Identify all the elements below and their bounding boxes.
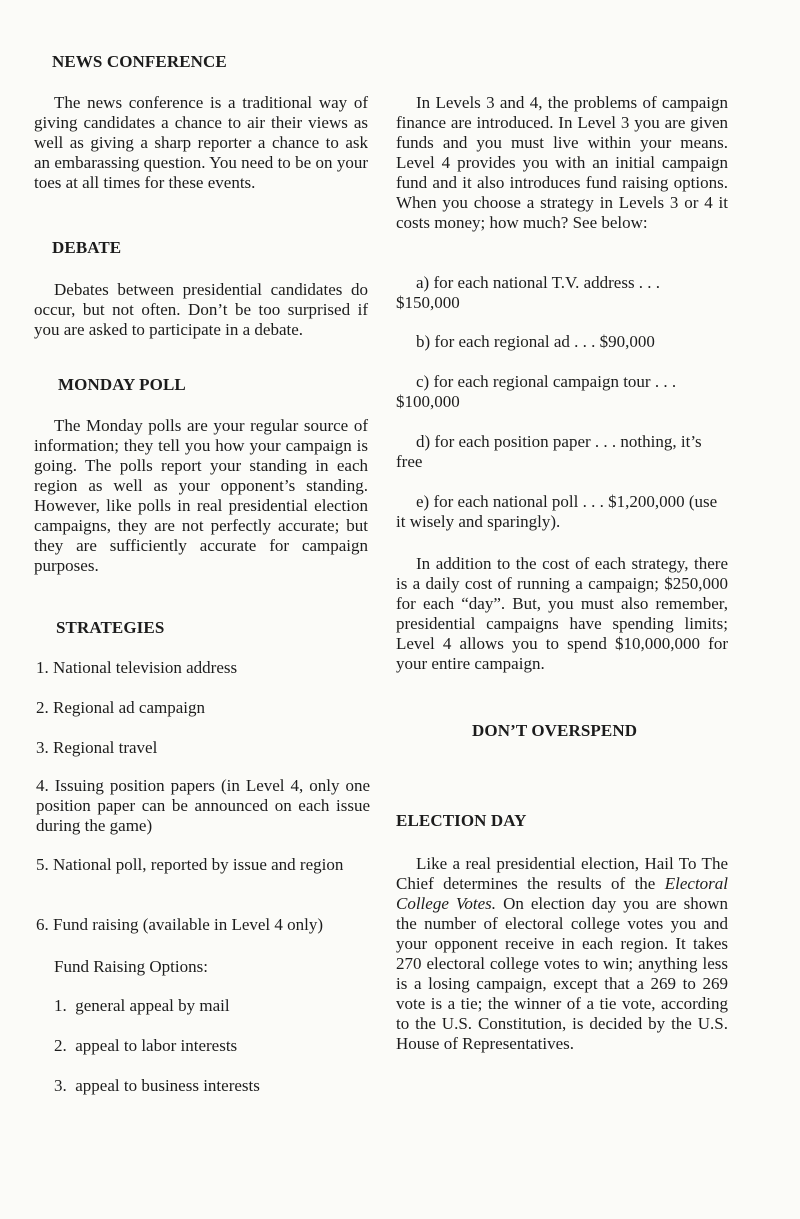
cost-item-c (396, 372, 728, 412)
cost-item-e (396, 492, 728, 532)
cost-item-d (396, 432, 728, 472)
daily-cost-paragraph: In addition to the cost of each strategy, there is a daily cost of running a campaign; $250,000 for each “day”. But, you must also remember, presidential campaigns have spending limits; Level 4 allows you to spend $10,000,000 for your entire campaign. (396, 554, 728, 673)
fund-raising-option-3: 3. appeal to business interests (54, 1076, 260, 1095)
strategy-item-1: 1. National television address (36, 658, 238, 677)
cost-item-c-amount: $100,000 (396, 392, 460, 411)
strategies-heading: STRATEGIES (56, 618, 165, 637)
strategy-item-5: 5. National poll, reported by issue and region (36, 855, 344, 874)
news-conference-body: The news conference is a traditional way of giving candidates a chance to air their views as well as giving a sharp reporter a chance to ask an embarassing question. You need to be on your toes at all times for these events. (34, 93, 368, 192)
monday-poll-body: The Monday polls are your regular source of information; they tell you how your campaign is going. The polls report your standing in each region as well as your opponent’s standing. However, like polls in real presidential election campaigns, they are not perfectly accurate; but they are sufficiently accurate for campaign purposes. (34, 416, 368, 575)
cost-item-e-amount: $1,200,000 (use it wisely and sparingly). (396, 492, 718, 531)
fund-raising-option-1: 1. general appeal by mail (54, 996, 230, 1015)
campaign-finance-intro: In Levels 3 and 4, the problems of campaign finance are introduced. In Level 3 you are given funds and you must live within your means. Level 4 provides you with an initial campaign fund and it also introduces fund raising options. When you choose a strategy in Levels 3 or 4 it costs money; how much? See below: (396, 93, 728, 232)
debate-heading: DEBATE (52, 238, 122, 257)
strategy-item-2: 2. Regional ad campaign (36, 698, 206, 717)
election-day-heading: ELECTION DAY (396, 811, 527, 830)
cost-item-d-amount: nothing, it’s free (396, 432, 702, 471)
cost-item-b-amount: $90,000 (599, 332, 655, 351)
strategy-item-6: 6. Fund raising (available in Level 4 only) (36, 915, 324, 934)
cost-item-a-amount: $150,000 (396, 293, 460, 312)
cost-item-a-label: a) for each national T.V. address . . . (416, 273, 661, 292)
cost-item-e-label: e) for each national poll . . . (416, 492, 604, 511)
election-day-body-start: Like a real presidential election, Hail To The Chief determines the results of the (396, 854, 728, 893)
cost-item-a (396, 273, 728, 313)
dont-overspend-heading: DON’T OVERSPEND (472, 721, 638, 740)
election-day-body (396, 854, 728, 1054)
strategy-item-3: 3. Regional travel (36, 738, 158, 757)
cost-item-b-label: b) for each regional ad . . . (416, 332, 596, 351)
electoral-college-votes-emphasis: Electoral College Votes. (396, 874, 729, 913)
monday-poll-heading: MONDAY POLL (58, 375, 186, 394)
cost-item-b (396, 332, 728, 352)
cost-item-d-label: d) for each position paper . . . (416, 432, 617, 451)
debate-body: Debates between presidential candidates do occur, but not often. Don’t be too surprised if you are asked to participate in a debate. (34, 280, 368, 339)
news-conference-heading: NEWS CONFERENCE (52, 52, 227, 71)
fund-raising-title: Fund Raising Options: (54, 957, 208, 976)
cost-item-c-label: c) for each regional campaign tour . . . (416, 372, 677, 391)
fund-raising-option-2: 2. appeal to labor interests (54, 1036, 238, 1055)
election-day-body-end: On election day you are shown the number of electoral college votes you and your opponent receive in each region. It takes 270 electoral college votes to win; anything less is a losing campaign, except that a 269 to 269 vote is a tie; the winner of a tie vote, according to the U.S. Constitution, is decided by the U.S. House of Representatives. (396, 894, 728, 1053)
strategy-item-4: 4. Issuing position papers (in Level 4, only one position paper can be announced on each issue during the game) (36, 776, 370, 835)
